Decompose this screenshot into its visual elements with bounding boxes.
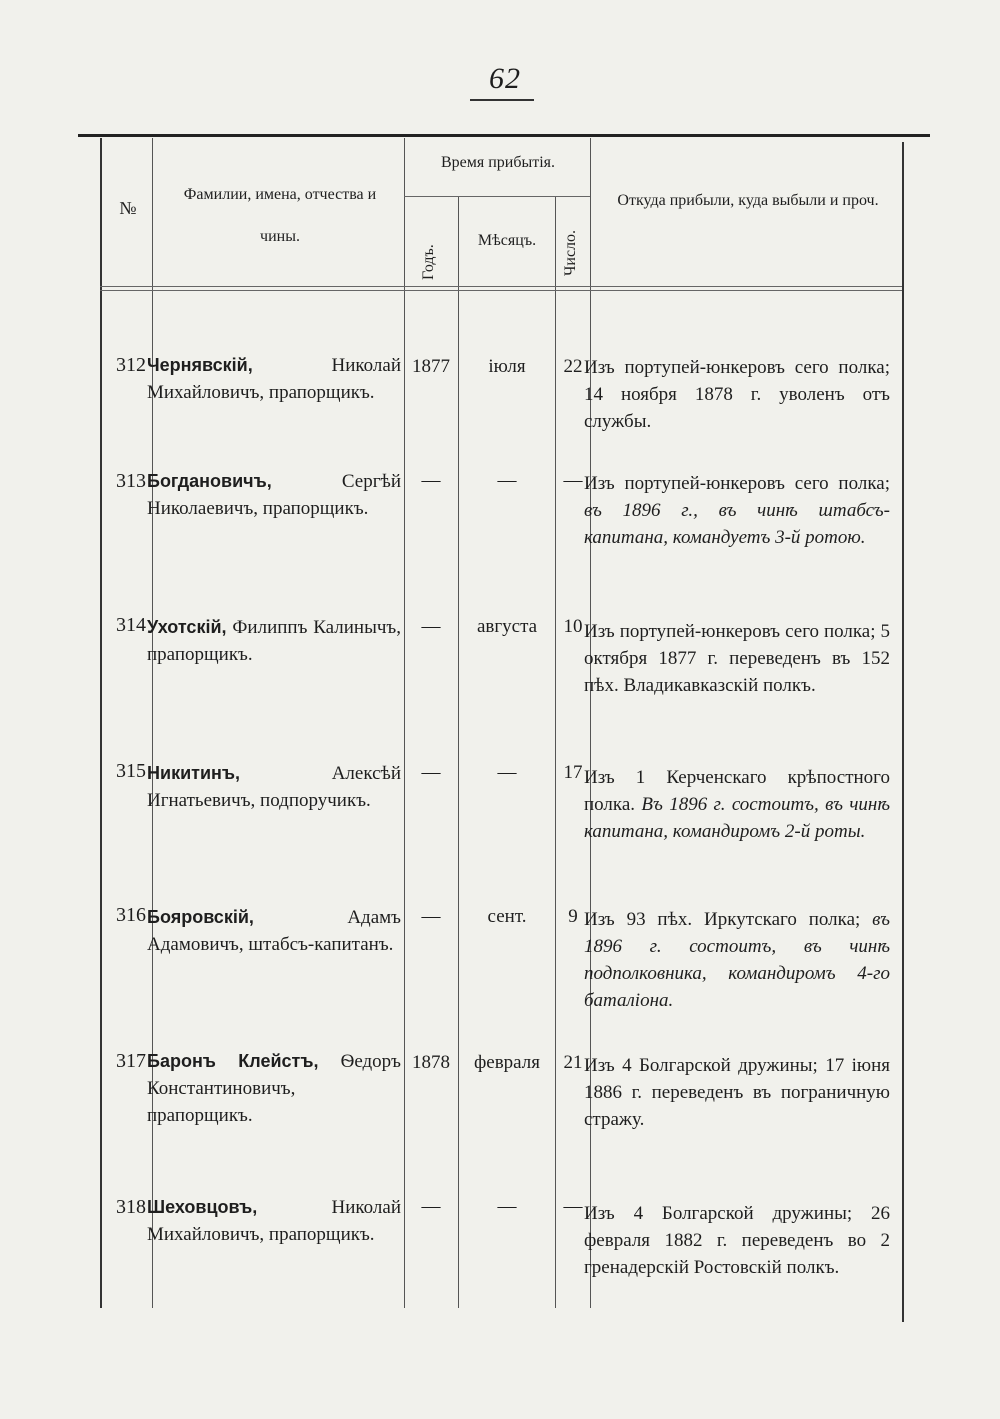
- header-bottom-rule: [100, 286, 902, 287]
- header-name: Фамилии, имена, отчества и чины.: [183, 186, 377, 245]
- page-number: 62: [489, 62, 521, 95]
- arrival-year: 1877: [412, 356, 450, 377]
- officer-name: [147, 352, 401, 406]
- officer-surname: Богдановичъ,: [147, 471, 272, 491]
- arrival-month: августа: [476, 616, 538, 637]
- arrival-year: —: [421, 1196, 441, 1217]
- row-number: 317: [116, 1050, 146, 1072]
- service-note-italic: Въ 1896 г. состоитъ, въ чинѣ капитана, командиромъ 2-й роты.: [584, 794, 890, 842]
- arrival-day: 21: [563, 1052, 583, 1073]
- officer-name-rest: Николай Михайловичъ, прапорщикъ.: [147, 355, 401, 403]
- officer-surname: Ухотскій,: [147, 617, 227, 637]
- arrival-year: —: [421, 762, 441, 783]
- officer-surname: Бояровскій,: [147, 907, 254, 927]
- header-number: №: [119, 198, 137, 218]
- row-number: 314: [116, 614, 146, 636]
- header-origin: Откуда прибыли, куда выбыли и проч.: [617, 192, 879, 209]
- row-number: 312: [116, 354, 146, 376]
- officer-name: [147, 904, 401, 958]
- arrival-day: 10: [563, 616, 583, 637]
- arrival-day: 22: [563, 356, 583, 377]
- officer-name-rest: Николай Михайловичъ, прапорщикъ.: [147, 1197, 401, 1245]
- arrival-year: —: [421, 906, 441, 927]
- table-right-border: [902, 142, 904, 1322]
- table-top-rule: [78, 134, 930, 137]
- service-note-text: Изъ 4 Болгарской дружины; 26 февраля 1882 г. переведенъ во 2 гренадерскій Ростовскій полкъ.: [584, 1203, 890, 1278]
- arrival-day: —: [563, 470, 583, 491]
- officer-name-rest: Ѳедоръ Константиновичъ, прапорщикъ.: [147, 1051, 401, 1126]
- service-note: [584, 764, 890, 845]
- page-number-underline: [470, 99, 534, 101]
- row-number: 318: [116, 1196, 146, 1218]
- column-divider-number: [152, 138, 153, 1308]
- header-year: Годъ.: [420, 244, 437, 280]
- arrival-day: 9: [568, 906, 578, 927]
- row-number: 315: [116, 760, 146, 782]
- officer-name-rest: Адамъ Адамовичъ, штабсъ-капитанъ.: [147, 907, 401, 955]
- service-note-text: Изъ 1 Керченскаго крѣпостного полка.: [584, 767, 890, 815]
- service-note: [584, 1052, 890, 1133]
- arrival-year: —: [421, 470, 441, 491]
- service-note: [584, 470, 890, 551]
- column-divider-name: [404, 138, 405, 1308]
- arrival-month: —: [497, 1196, 517, 1217]
- header-month: Мѣсяцъ.: [477, 232, 537, 249]
- officer-surname: Шеховцовъ,: [147, 1197, 258, 1217]
- row-number: 316: [116, 904, 146, 926]
- officer-name-rest: Сергѣй Николаевичъ, прапорщикъ.: [147, 471, 401, 519]
- service-note: [584, 1200, 890, 1281]
- officer-surname: Никитинъ,: [147, 763, 241, 783]
- arrival-month: іюля: [488, 356, 526, 377]
- arrival-year: —: [421, 616, 441, 637]
- header-arrival-time: Время прибытія.: [440, 154, 556, 171]
- officer-name: [147, 760, 401, 814]
- arrival-header-divider: [404, 196, 590, 197]
- officer-surname: Чернявскій,: [147, 355, 253, 375]
- arrival-year: 1878: [412, 1052, 450, 1073]
- header-day: Число.: [562, 229, 579, 276]
- arrival-day: 17: [563, 762, 583, 783]
- arrival-month: сент.: [487, 906, 527, 927]
- service-note-text: Изъ 4 Болгарской дружины; 17 іюня 1886 г. переведенъ въ пограничную стражу.: [584, 1055, 890, 1130]
- officer-name: [147, 614, 401, 668]
- officer-name: [147, 1048, 401, 1129]
- officer-name-rest: Алексѣй Игнатьевичъ, подпоручикъ.: [147, 763, 401, 811]
- service-note-text: Изъ портупей-юнкеровъ сего полка; 14 ноября 1878 г. уволенъ отъ службы.: [584, 357, 890, 432]
- table-left-border: [100, 138, 102, 1308]
- header-bottom-rule-2: [100, 290, 902, 291]
- officer-name: [147, 468, 401, 522]
- service-note: [584, 354, 890, 435]
- arrival-month: —: [497, 470, 517, 491]
- service-note-italic: въ 1896 г. состоитъ, въ чинѣ подполковника, командиромъ 4-го баталіона.: [584, 909, 890, 1011]
- officer-surname: Баронъ Клейстъ,: [147, 1051, 319, 1071]
- service-note-text: Изъ портупей-юнкеровъ сего полка;: [584, 473, 890, 494]
- service-note: [584, 906, 890, 1014]
- arrival-month: —: [497, 762, 517, 783]
- arrival-day: —: [563, 1196, 583, 1217]
- service-note-italic: въ 1896 г., въ чинѣ штабсъ-капитана, командуетъ 3-й ротою.: [584, 500, 890, 548]
- service-note-text: Изъ портупей-юнкеровъ сего полка; 5 октября 1877 г. переведенъ въ 152 пѣх. Владикавказскій полкъ.: [584, 621, 890, 696]
- service-note: [584, 618, 890, 699]
- officer-name-rest: Филиппъ Калинычъ, прапорщикъ.: [147, 617, 401, 665]
- service-note-text: Изъ 93 пѣх. Иркутскаго полка;: [584, 909, 861, 930]
- officer-name: [147, 1194, 401, 1248]
- row-number: 313: [116, 470, 146, 492]
- arrival-month: февраля: [473, 1052, 541, 1073]
